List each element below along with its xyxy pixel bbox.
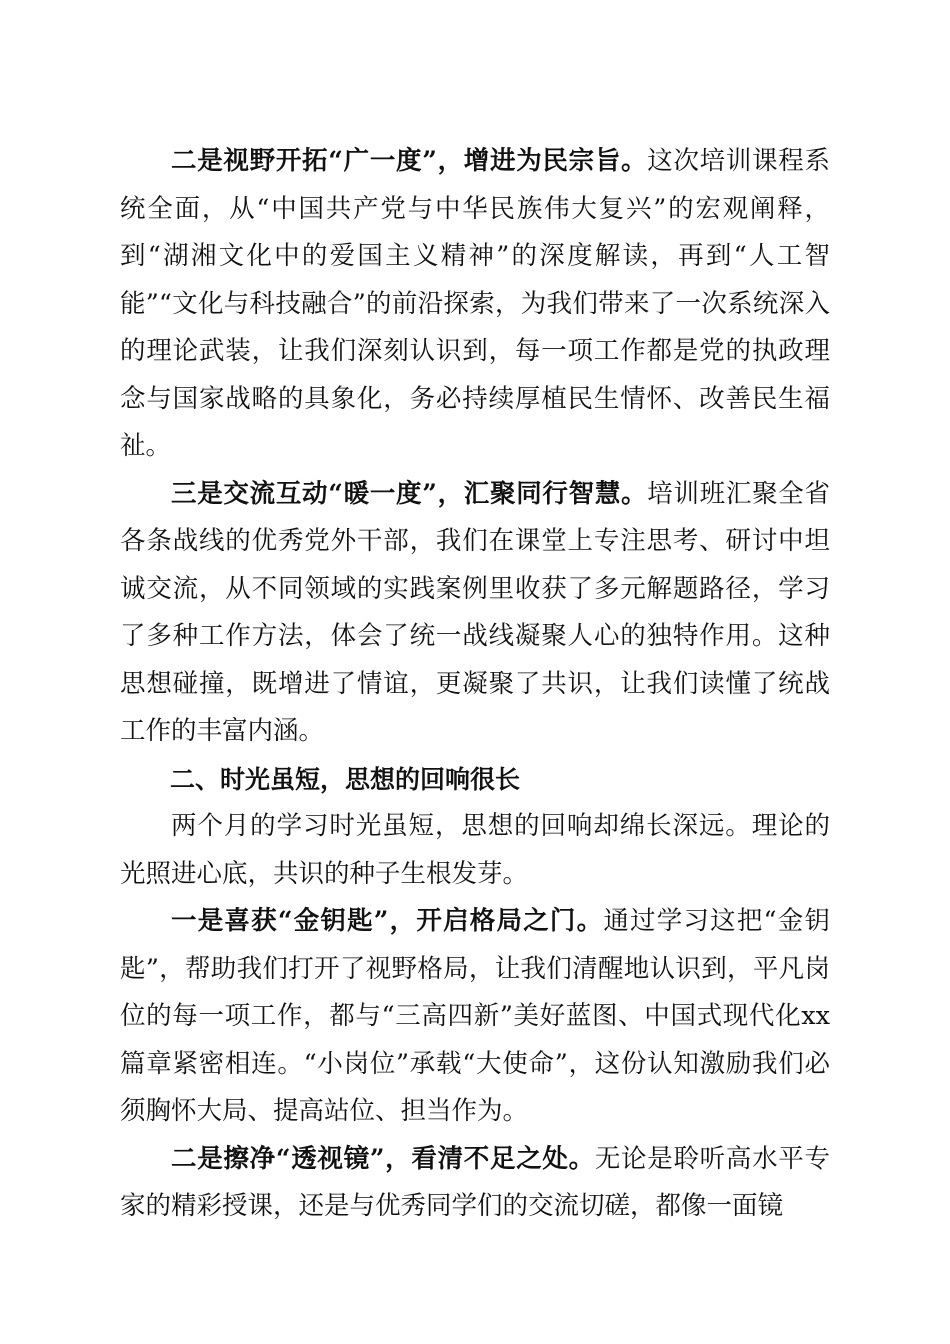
paragraph-lead: 二是擦净“透视镜”，看清不足之处。 (171, 1143, 595, 1174)
paragraph-body: 培训班汇聚全省各条战线的优秀党外干部，我们在课堂上专注思考、研讨中坦诚交流，从不同领域的实践案例里收获了多元解题路径，学习了多种工作方法，体会了统一战线凝聚人心的独特作用。这种思想碰撞，既增进了情谊，更凝聚了共识，让我们读懂了统战工作的丰富内涵。 (120, 478, 830, 746)
paragraph-body: 这次培训课程系统全面，从“中国共产党与中华民族伟大复兴”的宏观阐释，到“湖湘文化中的爱国主义精神”的深度解读，再到“人工智能”“文化与科技融合”的前沿探索，为我们带来了一次系统深入的理论武装，让我们深刻认识到，每一项工作都是党的执政理念与国家战略的具象化，务必持续厚植民生情怀、改善民生福祉。 (120, 146, 830, 461)
paragraph-golden-key (120, 898, 830, 1136)
paragraph-lead: 二是视野开拓“广一度”，增进为民宗旨。 (171, 146, 648, 176)
paragraph-exchange-interaction (120, 471, 830, 756)
paragraph-broaden-vision (120, 138, 830, 471)
paragraph-body: 无论是聆听高水平专家的精彩授课，还是与优秀同学们的交流切磋，都像一面镜 (120, 1143, 830, 1221)
paragraph-lead: 三是交流互动“暖一度”，汇聚同行智慧。 (171, 478, 648, 509)
section-intro: 两个月的学习时光虽短，思想的回响却绵长深远。理论的光照进心底，共识的种子生根发芽。 (120, 811, 830, 889)
paragraph-perspective-mirror (120, 1136, 830, 1231)
section-heading: 二、时光虽短，思想的回响很长 (170, 764, 521, 794)
paragraph-lead: 一是喜获“金钥匙”，开启格局之门。 (171, 906, 604, 936)
document-body (120, 138, 830, 1231)
paragraph-body: 通过学习这把“金钥匙”，帮助我们打开了视野格局，让我们清醒地认识到，平凡岗位的每一项工作，都与“三高四新”美好蓝图、中国式现代化xx篇章紧密相连。“小岗位”承载“大使命”，这份认知激励我们必须胸怀大局、提高站位、担当作为。 (120, 906, 830, 1126)
